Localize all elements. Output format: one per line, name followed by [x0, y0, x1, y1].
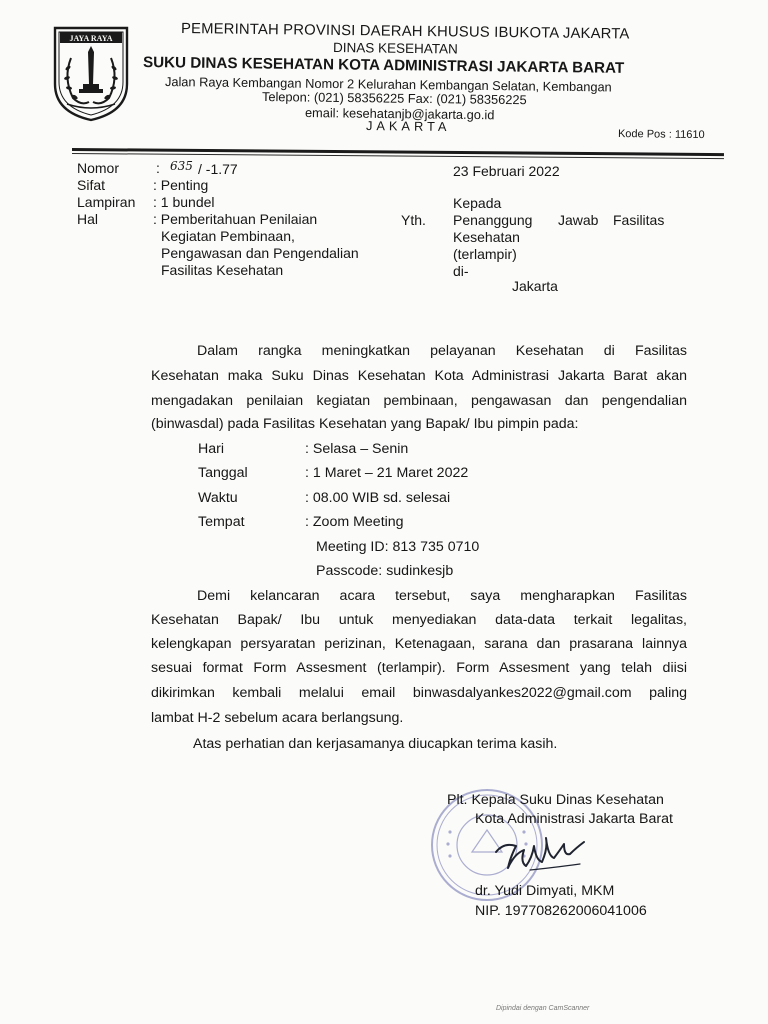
paragraph-2-line-4: sesuai format Form Assesment (terlampir). Form Assesment yang telah diisi: [151, 660, 687, 676]
recipient-kepada: Kepada: [453, 195, 502, 211]
hal-label: Hal: [77, 211, 99, 227]
recipient-line-1c: Fasilitas: [613, 212, 665, 228]
recipient-line-1a: Penanggung: [453, 212, 533, 228]
tempat-value: : Zoom Meeting: [305, 514, 404, 530]
paragraph-2-line-6: lambat H-2 sebelum acara berlangsung.: [151, 710, 404, 726]
letter-date: 23 Februari 2022: [453, 163, 560, 179]
paragraph-1-line-1: Dalam rangka meningkatkan pelayanan Kesehatan di Fasilitas: [197, 343, 687, 359]
sifat-value: : Penting: [153, 177, 209, 193]
closing-line: Atas perhatian dan kerjasamanya diucapkan terima kasih.: [193, 736, 558, 752]
nomor-label: Nomor: [77, 160, 120, 176]
recipient-line-3: (terlampir): [453, 246, 517, 262]
paragraph-1-line-4: (binwasdal) pada Fasilitas Kesehatan yang Bapak/ Ibu pimpin pada:: [151, 416, 579, 432]
waktu-value: : 08.00 WIB sd. selesai: [305, 490, 451, 506]
lampiran-value: : 1 bundel: [153, 194, 215, 210]
emblem-motto: JAYA RAYA: [69, 34, 113, 43]
scanner-watermark: Dipindai dengan CamScanner: [496, 1005, 590, 1012]
letterhead-phone: Telepon: (021) 58356225 Fax: (021) 58356225: [261, 89, 527, 108]
letterhead-government: PEMERINTAH PROVINSI DAERAH KHUSUS IBUKOTA JAKARTA: [180, 21, 630, 43]
paragraph-2-line-5: dikirimkan kembali melalui email binwasdalyankes2022@gmail.com paling: [151, 685, 687, 701]
meeting-id: Meeting ID: 813 735 0710: [316, 539, 480, 555]
nomor-value: / -1.77: [198, 161, 238, 177]
letterhead-address: Jalan Raya Kembangan Nomor 2 Kelurahan Kembangan Selatan, Kembangan: [164, 74, 612, 95]
tempat-label: Tempat: [198, 514, 245, 530]
waktu-label: Waktu: [198, 490, 238, 506]
hari-label: Hari: [198, 441, 225, 457]
signer-name: dr. Yudi Dimyati, MKM: [475, 883, 615, 899]
hal-line-2: Kegiatan Pembinaan,: [161, 228, 295, 244]
paragraph-1-line-3: mengadakan penilaian kegiatan pembinaan, pengawasan dan pengendalian: [151, 393, 687, 409]
letterhead-postal-code: Kode Pos : 11610: [617, 128, 705, 142]
letterhead-office: SUKU DINAS KESEHATAN KOTA ADMINISTRASI JAKARTA BARAT: [142, 54, 625, 77]
recipient-line-2: Kesehatan: [453, 229, 520, 245]
recipient-city: Jakarta: [512, 278, 558, 294]
handwritten-signature: [490, 828, 590, 880]
paragraph-2-line-1: Demi kelancaran acara tersebut, saya mengharapkan Fasilitas: [197, 588, 687, 604]
paragraph-1-line-2: Kesehatan maka Suku Dinas Kesehatan Kota Administrasi Jakarta Barat akan: [151, 368, 687, 384]
letterhead-city: JAKARTA: [365, 118, 451, 135]
hal-line-4: Fasilitas Kesehatan: [161, 262, 284, 278]
tanggal-label: Tanggal: [198, 465, 248, 481]
signer-nip: NIP. 197708262006041006: [475, 903, 647, 919]
paragraph-2-line-2: Kesehatan Bapak/ Ibu untuk menyediakan data-data terkait legalitas,: [151, 612, 687, 628]
signer-title-1: Plt. Kepala Suku Dinas Kesehatan: [447, 792, 664, 808]
recipient-line-4: di-: [453, 263, 469, 279]
paragraph-2-line-3: kelengkapan persyaratan perizinan, Ketenagaan, sarana dan prasarana lainnya: [151, 636, 687, 652]
sifat-label: Sifat: [77, 177, 106, 193]
hal-line-3: Pengawasan dan Pengendalian: [161, 245, 359, 261]
hal-line-1: : Pemberitahuan Penilaian: [153, 211, 318, 227]
recipient-line-1b: Jawab: [558, 212, 599, 228]
nomor-handwritten: 635: [170, 159, 193, 173]
lampiran-label: Lampiran: [77, 194, 136, 210]
letterhead-agency: DINAS KESEHATAN: [332, 40, 458, 57]
meeting-passcode: Passcode: sudinkesjb: [316, 563, 454, 579]
letterhead-email: email: kesehatanjb@jakarta.go.id: [304, 105, 495, 123]
jaya-raya-emblem: [51, 22, 131, 122]
recipient-yth: Yth.: [401, 212, 426, 228]
hari-value: : Selasa – Senin: [305, 441, 409, 457]
tanggal-value: : 1 Maret – 21 Maret 2022: [305, 465, 469, 481]
signer-title-2: Kota Administrasi Jakarta Barat: [475, 811, 673, 827]
nomor-colon: :: [156, 160, 160, 176]
